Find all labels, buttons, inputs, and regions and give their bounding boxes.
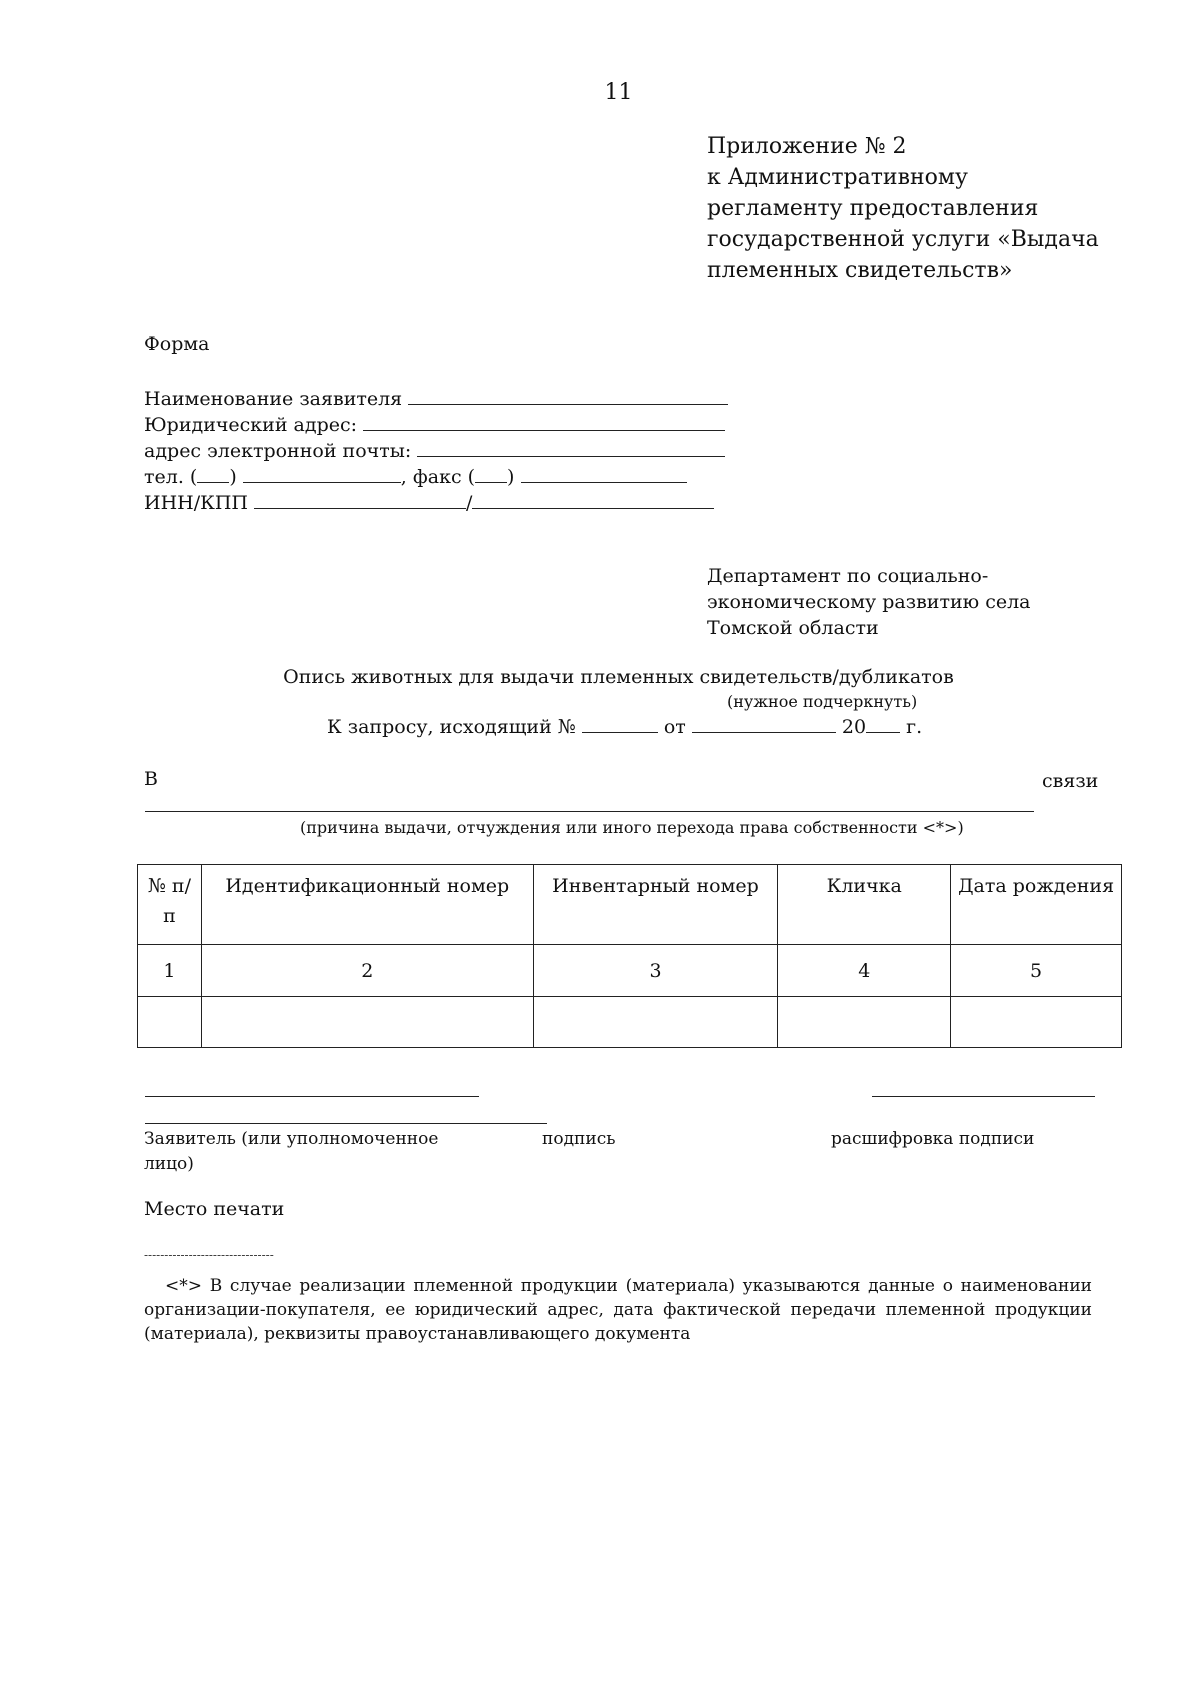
legal-address-label: Юридический адрес: — [144, 414, 358, 436]
reason-prefix: В — [144, 768, 158, 790]
table-cell[interactable] — [533, 997, 778, 1048]
table-cell[interactable] — [778, 997, 951, 1048]
appendix-line: Приложение № 2 — [707, 134, 907, 159]
table-cell: 3 — [533, 945, 778, 997]
legal-address-field[interactable] — [363, 411, 725, 431]
applicant-field[interactable] — [145, 1123, 547, 1124]
kpp-field[interactable] — [472, 489, 714, 509]
department-block — [707, 563, 1031, 641]
table-header: Кличка — [778, 865, 951, 945]
table-row — [138, 945, 1122, 997]
appendix-line: племенных свидетельств» — [707, 258, 1013, 283]
phone-label: тел. ( — [144, 466, 198, 488]
appendix-line: к Административному — [707, 165, 968, 190]
animals-table — [137, 864, 1122, 1048]
applicant-name-label: Наименование заявителя — [144, 388, 403, 410]
table-cell: 1 — [138, 945, 202, 997]
table-header-row — [138, 865, 1122, 945]
reason-caption: (причина выдачи, отчуждения или иного перехода права собственности <*>) — [300, 818, 964, 837]
fax-code-field[interactable] — [475, 463, 507, 483]
legal-address-row — [144, 411, 728, 437]
table-cell: 5 — [951, 945, 1122, 997]
phone-close: ) — [229, 466, 237, 488]
table-cell: 2 — [201, 945, 533, 997]
title-note: (нужное подчеркнуть) — [727, 692, 918, 711]
request-date-field[interactable] — [692, 713, 836, 733]
request-prefix: К запросу, исходящий № — [327, 716, 576, 738]
reason-suffix: связи — [1042, 770, 1099, 792]
inn-kpp-row — [144, 489, 728, 515]
request-year-field[interactable] — [866, 713, 900, 733]
applicant-name-row — [144, 385, 728, 411]
applicant-name-field[interactable] — [408, 385, 728, 405]
request-number-field[interactable] — [582, 713, 658, 733]
table-row — [138, 997, 1122, 1048]
applicant-label: Заявитель (или уполномоченное лицо) — [144, 1129, 439, 1174]
table-cell[interactable] — [951, 997, 1122, 1048]
reason-field[interactable] — [145, 811, 1034, 812]
department-line: Департамент по социально- — [707, 565, 989, 587]
appendix-line: государственной услуги «Выдача — [707, 227, 1099, 252]
document-title: Опись животных для выдачи племенных свидетельств/дубликатов — [283, 666, 954, 688]
department-line: экономическому развитию села — [707, 591, 1031, 613]
request-from: от — [663, 716, 686, 738]
phone-fax-row — [144, 463, 728, 489]
appendix-line: регламенту предоставления — [707, 196, 1039, 221]
email-label: адрес электронной почты: — [144, 440, 412, 462]
email-row — [144, 437, 728, 463]
table-cell[interactable] — [201, 997, 533, 1048]
request-line — [327, 713, 922, 738]
table-cell[interactable] — [138, 997, 202, 1048]
phone-number-field[interactable] — [243, 463, 401, 483]
table-header: Идентификационный номер — [201, 865, 533, 945]
fax-close: ) — [507, 466, 515, 488]
table-header: Инвентарный номер — [533, 865, 778, 945]
table-header: Дата рождения — [951, 865, 1122, 945]
inn-kpp-label: ИНН/КПП — [144, 492, 248, 514]
inn-field[interactable] — [254, 489, 466, 509]
page-number: 11 — [604, 80, 633, 105]
phone-code-field[interactable] — [197, 463, 229, 483]
appendix-heading — [707, 131, 1099, 286]
applicant-block — [144, 385, 728, 515]
signature-decoding-field[interactable] — [872, 1096, 1095, 1097]
seal-label: Место печати — [144, 1198, 285, 1220]
table-header: № п/п — [138, 865, 202, 945]
email-field[interactable] — [417, 437, 725, 457]
decoding-label: расшифровка подписи — [831, 1129, 1035, 1149]
request-year-prefix: 20 — [841, 716, 867, 738]
fax-label: , факс ( — [400, 466, 476, 488]
form-label: Форма — [144, 333, 210, 355]
table-cell: 4 — [778, 945, 951, 997]
department-line: Томской области — [707, 617, 879, 639]
fax-number-field[interactable] — [521, 463, 687, 483]
signature-label: подпись — [542, 1129, 616, 1149]
signature-field[interactable] — [145, 1096, 479, 1097]
request-year-suffix: г. — [906, 716, 923, 738]
footnote-separator: -------------------------------- — [144, 1248, 274, 1262]
inn-separator: / — [466, 492, 473, 514]
footnote-text: <*> В случае реализации племенной продукции (материала) указываются данные о наименовании организации-покупателя, ее юридический адрес, дата фактической передачи племенной продукции (материала), реквизиты правоустанавливающего документа — [144, 1276, 1092, 1344]
